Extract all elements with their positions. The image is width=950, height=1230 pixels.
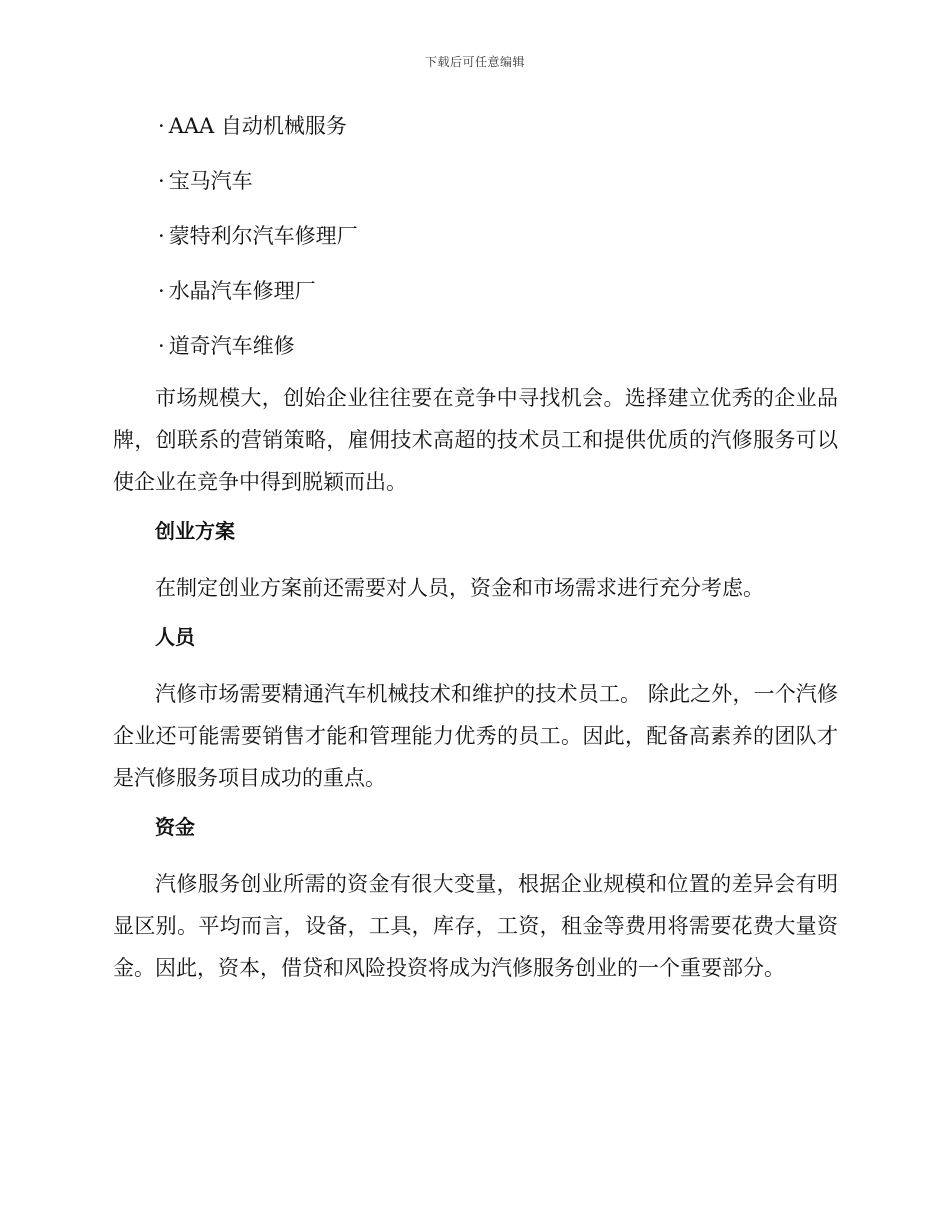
bullet-marker: · <box>158 114 165 138</box>
paragraph-personnel: 汽修市场需要精通汽车机械技术和维护的技术员工。 除此之外，一个汽修企业还可能需要销售才能和管理能力优秀的员工。因此，配备高素养的团队才是汽修服务项目成功的重点。 <box>113 682 838 790</box>
list-item <box>158 165 838 197</box>
bullet-marker: · <box>158 279 165 303</box>
document-body <box>113 110 838 1001</box>
bullet-marker: · <box>158 334 165 358</box>
paragraph-market: 市场规模大，创始企业往往要在竞争中寻找机会。选择建立优秀的企业品牌，创联系的营销策略，雇佣技术高超的技术员工和提供优质的汽修服务可以使企业在竞争中得到脱颖而出。 <box>113 386 838 494</box>
list-item <box>158 110 838 142</box>
list-item <box>158 220 838 252</box>
list-item-text: 道奇汽车维修 <box>168 334 295 358</box>
list-item-text: 水晶汽车修理厂 <box>168 279 316 303</box>
list-item-text: 宝马汽车 <box>168 169 253 193</box>
list-item-text: 蒙特利尔汽车修理厂 <box>168 224 358 248</box>
page-header: 下载后可任意编辑 <box>424 55 525 69</box>
list-item <box>158 275 838 307</box>
bullet-marker: · <box>158 224 165 248</box>
heading-plan: 创业方案 <box>155 519 235 543</box>
list-item <box>158 330 838 362</box>
heading-funding: 资金 <box>155 815 195 839</box>
paragraph-plan-intro: 在制定创业方案前还需要对人员，资金和市场需求进行充分考虑。 <box>155 576 764 600</box>
bullet-marker: · <box>158 169 165 193</box>
paragraph-funding: 汽修服务创业所需的资金有很大变量，根据企业规模和位置的差异会有明显区别。平均而言，设备，工具，库存，工资，租金等费用将需要花费大量资金。因此，资本，借贷和风险投资将成为汽修服务创业的一个重要部分。 <box>113 872 838 980</box>
heading-personnel: 人员 <box>155 625 195 649</box>
list-item-text: AAA 自动机械服务 <box>168 114 347 138</box>
